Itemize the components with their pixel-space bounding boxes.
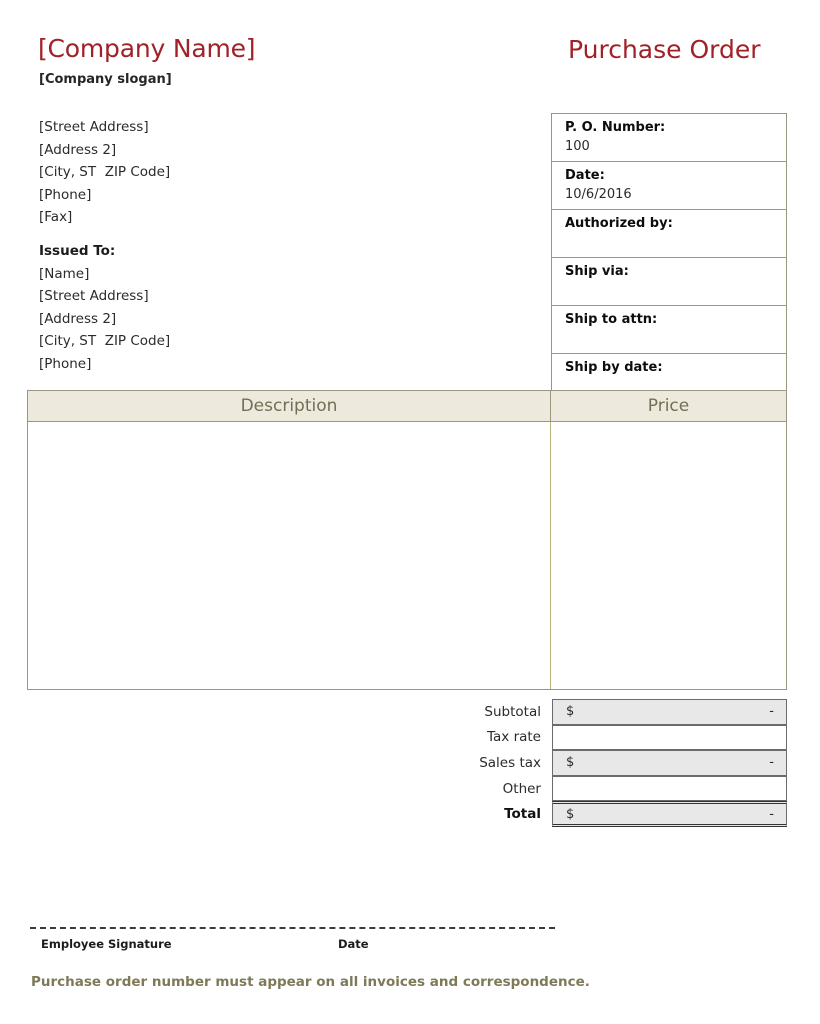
tax-rate-label: Tax rate [487, 729, 541, 746]
issued-to-block [39, 240, 170, 375]
totals-row-sales-tax [400, 750, 787, 776]
ship-to-attn-value[interactable] [565, 329, 786, 348]
sender-fax: [Fax] [39, 209, 73, 225]
sender-city-state-zip: [City, ST ZIP Code] [39, 164, 171, 180]
column-header-description: Description [28, 391, 551, 421]
sales-tax-label: Sales tax [479, 754, 541, 771]
sender-address-block [39, 116, 170, 229]
subtotal-amount: - [769, 704, 774, 720]
other-value[interactable] [552, 776, 787, 802]
line-items-price-area[interactable] [551, 422, 786, 689]
line-items-description-area[interactable] [28, 422, 551, 689]
po-number-value[interactable]: 100 [565, 139, 590, 154]
recipient-address-2: [Address 2] [39, 310, 117, 327]
employee-signature-label: Employee Signature [41, 937, 172, 951]
recipient-phone: [Phone] [39, 355, 92, 372]
totals-section [400, 699, 787, 827]
recipient-name: [Name] [39, 265, 90, 282]
company-slogan: [Company slogan] [39, 72, 172, 87]
sender-address-2: [Address 2] [39, 141, 117, 158]
ship-via-label: Ship via: [565, 264, 629, 279]
info-row-date [552, 162, 786, 210]
subtotal-value[interactable] [552, 699, 787, 725]
recipient-city-state-zip: [City, ST ZIP Code] [39, 333, 171, 349]
subtotal-currency: $ [566, 704, 575, 720]
line-items-body [27, 422, 787, 690]
totals-row-subtotal [400, 699, 787, 725]
info-row-ship-via [552, 258, 786, 306]
other-label: Other [502, 780, 541, 797]
po-number-label: P. O. Number: [565, 120, 666, 135]
signature-date-label: Date [338, 937, 369, 951]
order-info-box [551, 113, 787, 402]
line-items-header-row [27, 390, 787, 422]
date-value[interactable]: 10/6/2016 [565, 187, 632, 202]
issued-to-heading: Issued To: [39, 243, 116, 259]
signature-divider [30, 927, 555, 929]
sender-street-address: [Street Address] [39, 119, 149, 135]
total-amount: - [769, 806, 774, 822]
total-value[interactable] [552, 801, 787, 827]
total-label: Total [504, 806, 541, 823]
line-items-table [27, 390, 787, 690]
sales-tax-amount: - [769, 755, 774, 771]
authorized-by-value[interactable] [565, 233, 786, 252]
sales-tax-currency: $ [566, 755, 575, 771]
sales-tax-value[interactable] [552, 750, 787, 776]
info-row-ship-to-attn [552, 306, 786, 354]
recipient-street-address: [Street Address] [39, 288, 149, 304]
footer-note: Purchase order number must appear on all invoices and correspondence. [31, 974, 590, 990]
totals-row-other [400, 776, 787, 802]
total-currency: $ [566, 806, 575, 822]
document-title: Purchase Order [568, 35, 761, 64]
date-label: Date: [565, 168, 605, 183]
ship-via-value[interactable] [565, 281, 786, 300]
subtotal-label: Subtotal [484, 703, 541, 720]
company-name: [Company Name] [38, 34, 256, 63]
authorized-by-label: Authorized by: [565, 216, 673, 231]
sender-phone: [Phone] [39, 186, 92, 203]
ship-by-date-label: Ship by date: [565, 360, 663, 375]
column-header-price: Price [647, 396, 690, 416]
totals-row-tax-rate [400, 725, 787, 751]
tax-rate-value[interactable] [552, 725, 787, 751]
info-row-po-number [552, 114, 786, 162]
ship-to-attn-label: Ship to attn: [565, 312, 658, 327]
totals-row-total [400, 801, 787, 827]
info-row-authorized-by [552, 210, 786, 258]
